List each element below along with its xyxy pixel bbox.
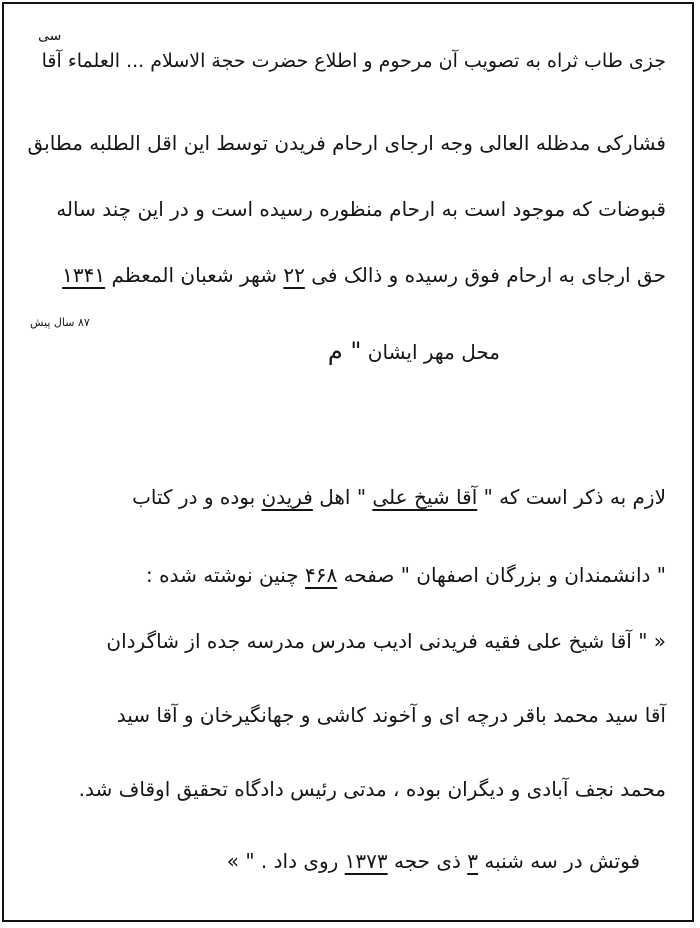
p2-line6-b: روی داد . " » bbox=[226, 849, 339, 873]
paragraph2-line2 bbox=[146, 560, 666, 590]
paragraph2-line1 bbox=[132, 482, 666, 512]
p2-line1-a: لازم به ذکر است که " bbox=[483, 485, 666, 509]
line4-text: حق ارجای به ارحام فوق رسیده و ذالک فی bbox=[311, 263, 666, 287]
paragraph1-line1: جزی طاب ثراه به تصویب آن مرحوم و اطلاع حضرت حجة الاسلام ... العلماء آقا bbox=[41, 50, 666, 72]
margin-note-top: سی bbox=[38, 28, 62, 44]
p2-line2-b: چنین نوشته شده : bbox=[146, 563, 299, 587]
date-year: ۱۳۴۱ bbox=[62, 263, 106, 287]
paragraph1-line2: فشارکی مدظله العالی وجه ارجای ارحام فریدن توسط این اقل الطلبه مطابق bbox=[27, 131, 666, 155]
paragraph2-line3: « " آقا شیخ علی فقیه فریدنی ادیب مدرس مدرسه جده از شاگردان bbox=[106, 629, 666, 653]
paragraph1-line5 bbox=[328, 336, 500, 367]
margin-note-years: ۸۷ سال پیش bbox=[30, 316, 90, 329]
paragraph2-line4: آقا سید محمد باقر درچه ای و آخوند کاشی و جهانگیرخان و آقا سید bbox=[116, 703, 666, 727]
paragraph2-line5: محمد نجف آبادی و دیگران بوده ، مدتی رئیس دادگاه تحقیق اوقاف شد. bbox=[78, 777, 666, 801]
page-number: ۴۶۸ bbox=[305, 563, 338, 587]
p2-line1-c: بوده و در کتاب bbox=[132, 485, 256, 509]
seal-mark: " م bbox=[327, 337, 362, 365]
death-year: ۱۳۷۳ bbox=[344, 849, 388, 873]
seal-location-text: محل مهر ایشان bbox=[367, 340, 500, 364]
death-day: ۳ bbox=[467, 849, 479, 873]
person-name: آقا شیخ علی bbox=[372, 485, 478, 509]
place-name: فریدن bbox=[261, 485, 313, 509]
date-day: ۲۲ bbox=[283, 263, 305, 287]
p2-line2-a: " دانشمندان و بزرگان اصفهان " صفحه bbox=[343, 563, 666, 587]
death-month: ذی حجه bbox=[393, 849, 461, 873]
paragraph2-line6 bbox=[227, 846, 640, 876]
date-month: شهر شعبان المعظم bbox=[111, 263, 278, 287]
paragraph1-line3: قبوضات که موجود است به ارحام منظوره رسیده است و در این چند ساله bbox=[56, 197, 666, 221]
p2-line1-b: " اهل bbox=[319, 485, 367, 509]
p2-line6-a: فوتش در سه شنبه bbox=[484, 849, 640, 873]
paragraph1-line4 bbox=[62, 260, 666, 290]
